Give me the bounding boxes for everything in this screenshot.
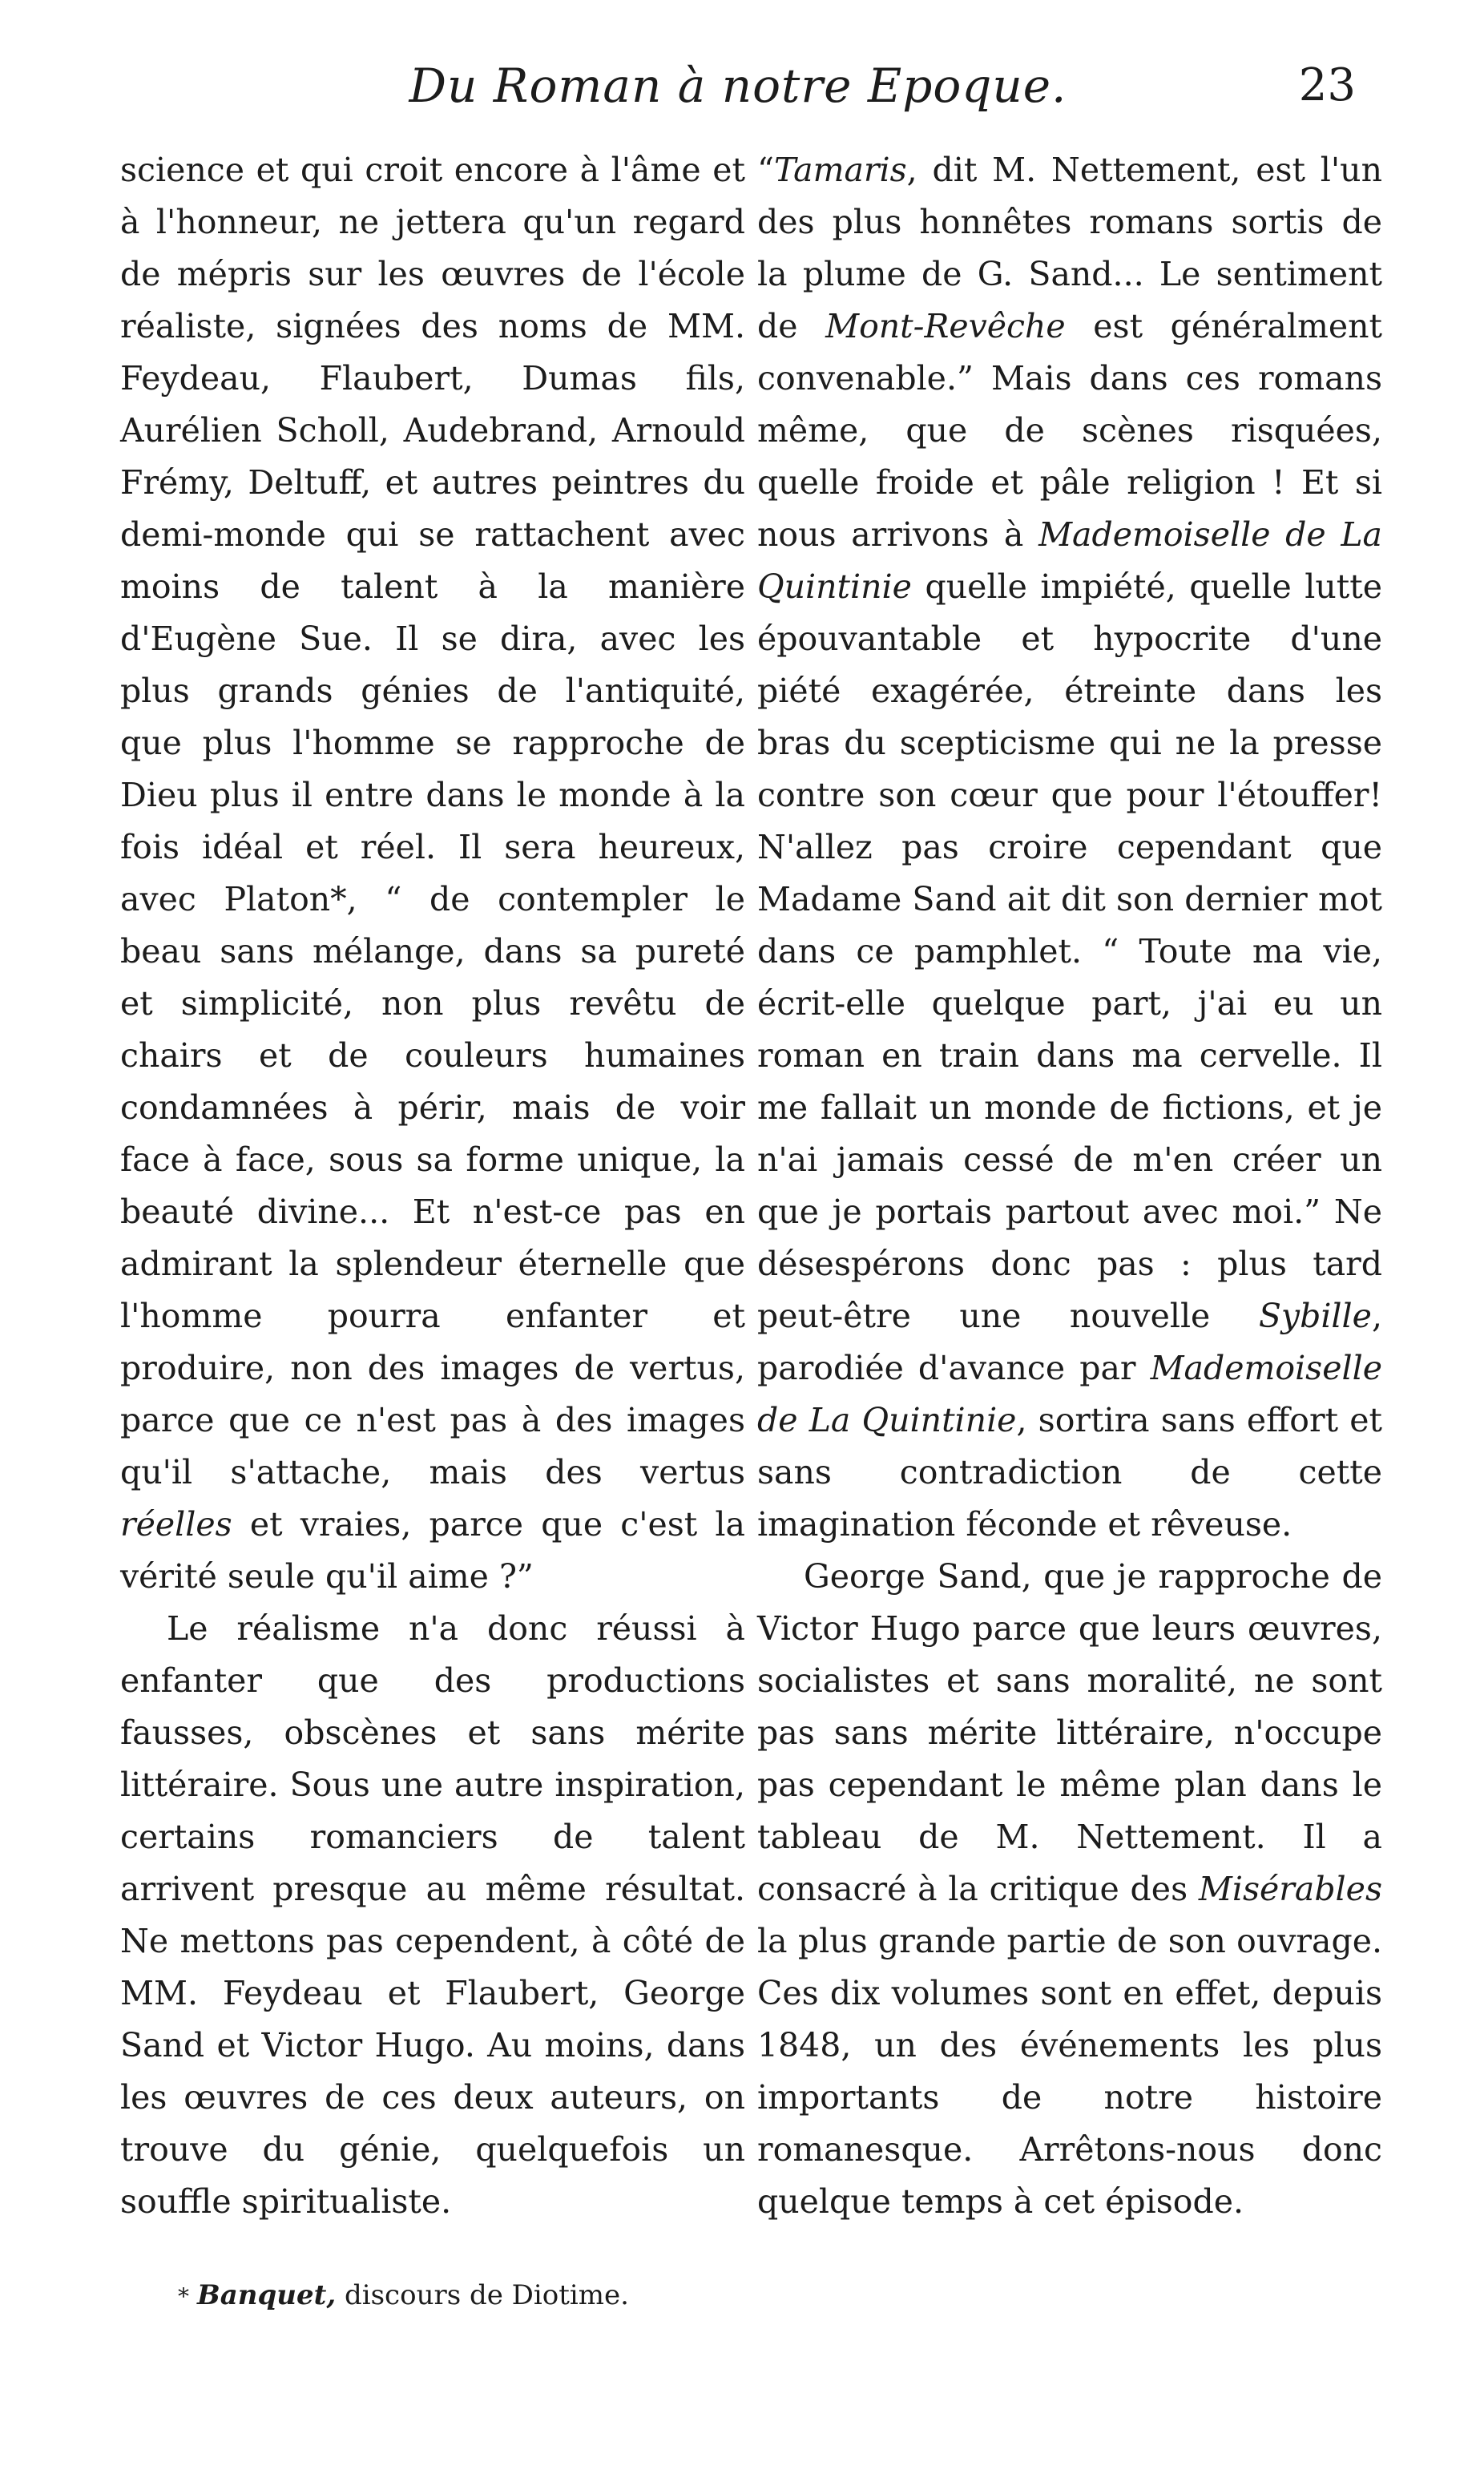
footnote-mark: * [178, 2283, 189, 2310]
left-p1-text-end: et vraies, parce que c'est la vérité seule qu'il aime ?” [120, 1505, 745, 1596]
left-p1-text: science et qui croit encore à l'âme et à l'honneur, ne jettera qu'un regard de mépris sur les œuvres de l'école réaliste, signées des noms de MM. Feydeau, Flaubert, Dumas fils, Aurélien Scholl, Audebrand, Arnould Frémy, Deltuff, et autres peintres du demi-monde qui se rattachent avec moins de talent à la manière d'Eugène Sue. Il se dira, avec les plus grands génies de l'antiquité, que plus l'homme se rapproche de Dieu plus il entre dans le monde à la fois idéal et réel. Il sera heureux, avec Platon*, “ de contempler le beau sans mélange, dans sa pureté et simplicité, non plus revêtu de chairs et de couleurs humaines condamnées à périr, mais de voir face à face, sous sa forme unique, la beauté divine... Et n'est-ce pas en admirant la splendeur éternelle que l'homme pourra enfanter et produire, non des images de vertus, parce que ce n'est pas à des images qu'il s'attache, mais des vertus [120, 151, 745, 1491]
left-paragraph-2: Le réalisme n'a donc réussi à enfanter que des productions fausses, obscènes et sans mérite littéraire. Sous une autre inspiration, certains romanciers de talent arrivent presque au même résultat. Ne mettons pas cependent, à côté de MM. Feydeau et Flaubert, George Sand et Victor Hugo. Au moins, dans les œuvres de ces deux auteurs, on trouve du génie, quelquefois un souffle spiritualiste. [120, 1609, 745, 2221]
footnote [178, 2276, 629, 2316]
running-title: Du Roman à notre Epoque. [409, 59, 1067, 113]
right-p1-title-tamaris: Tamaris [773, 151, 907, 189]
right-p1-text-c: est généralment convenable.” Mais dans ces romans même, que de scènes risquées, quelle froide et pâle religion ! Et si nous arrivons à [757, 307, 1382, 554]
running-head [120, 50, 1356, 122]
left-column [120, 144, 745, 2228]
right-p1-text-b: , dit M. Nettement, est l'un des plus honnêtes romans sortis de la plume de G. Sand... Le sentiment de [757, 151, 1382, 345]
left-p1-emphasis: réelles [120, 1505, 232, 1544]
right-column [757, 144, 1382, 2228]
right-paragraph-1 [757, 144, 1382, 1551]
right-p1-text-e: , parodiée d'avance par [757, 1297, 1382, 1387]
right-p1-text-d: quelle impiété, quelle lutte épouvantable et hypocrite d'une piété exagérée, étreinte dans les bras du scepticisme qui ne la presse contre son cœur que pour l'étouffer! N'allez pas croire cependant que Madame Sand ait dit son dernier mot dans ce pamphlet. “ Toute ma vie, écrit-elle quelque part, j'ai eu un roman en train dans ma cervelle. Il me fallait un monde de fictions, et je n'ai jamais cessé de m'en créer un que je portais partout avec moi.” Ne désespérons donc pas : plus tard peut-être une nouvelle [757, 567, 1382, 1335]
right-p1-title-quintinie-2: Mademoiselle de La Quintinie [757, 1349, 1382, 1439]
right-p1-title-quintinie: Mademoiselle de La Quintinie [757, 515, 1382, 606]
right-p2-text-a: George Sand, que je rapproche de Victor Hugo parce que leurs œuvres, socialistes et sans moralité, ne sont pas sans mérite littéraire, n'occupe pas cependant le même plan dans le tableau de M. Nettement. Il a consacré à la critique des [757, 1557, 1382, 1908]
right-p2-text-b: la plus grande partie de son ouvrage. Ces dix volumes sont en effet, depuis 1848, un des événements les plus importants de notre histoire romanesque. Arrêtons-nous donc quelque temps à cet épisode. [757, 1922, 1382, 2221]
footnote-title: Banquet, [197, 2279, 337, 2311]
right-p1-quote: “ [757, 151, 774, 189]
page-number: 23 [1298, 59, 1356, 111]
right-paragraph-2 [757, 1551, 1382, 2228]
right-p1-text-f: , sortira sans effort et sans contradiction de cette imagination féconde et rêveuse. [757, 1401, 1382, 1544]
footnote-text: discours de Diotime. [344, 2279, 629, 2311]
right-p2-title-miserables: Misérables [1198, 1870, 1382, 1908]
left-paragraph-1 [120, 144, 745, 1603]
right-p1-title-mont-reveche: Mont-Revêche [825, 307, 1066, 345]
right-p1-title-sybille: Sybille [1258, 1297, 1372, 1335]
